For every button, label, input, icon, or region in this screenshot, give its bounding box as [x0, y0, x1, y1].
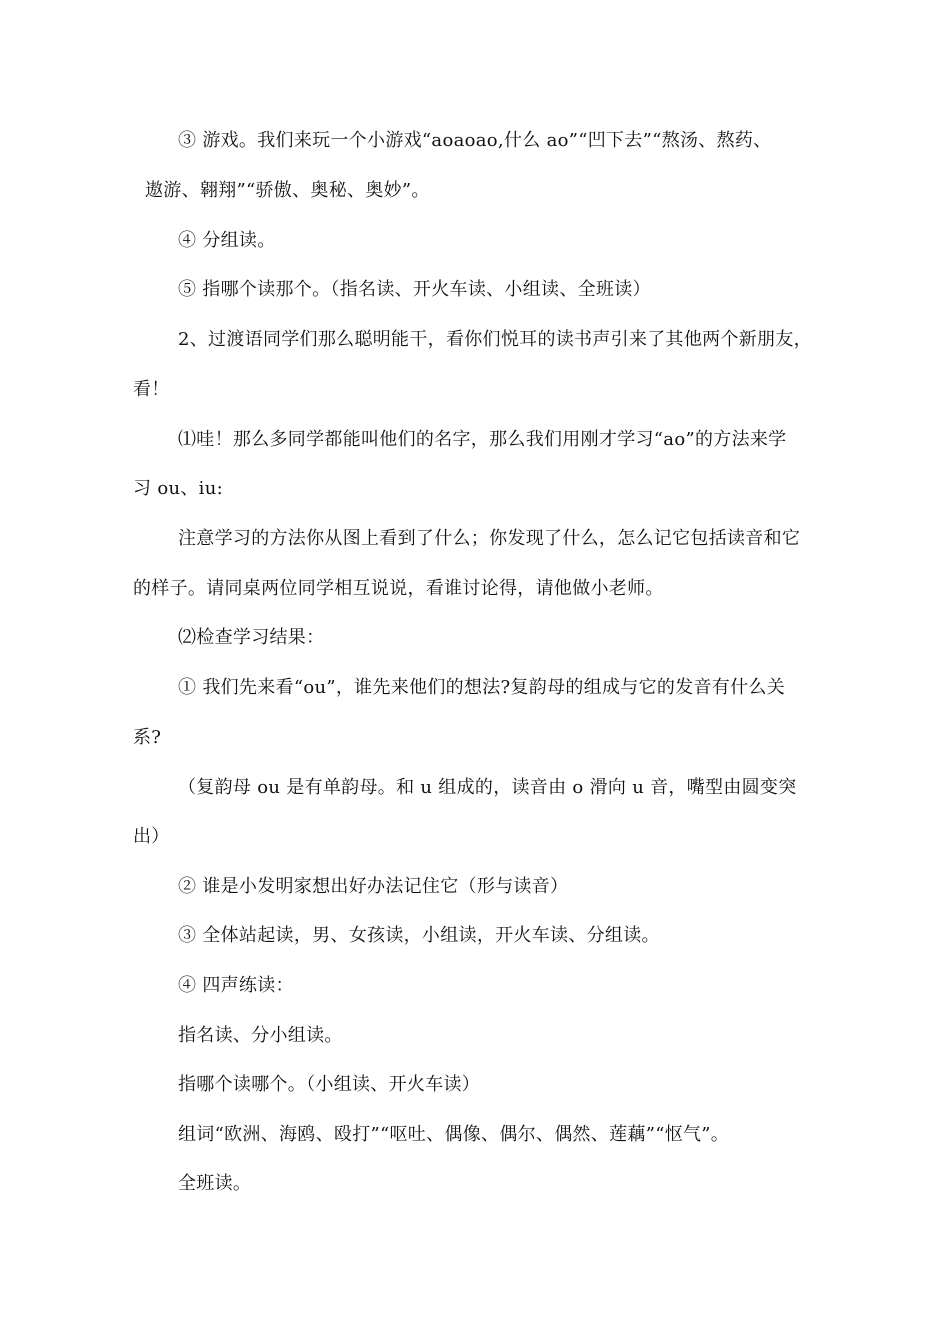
text-line-class-read: 全班读。	[178, 1173, 252, 1194]
text-line-point-read: ⑤ 指哪个读那个。（指名读、开火车读、小组读、全班读）	[178, 279, 651, 300]
text-line-game: ③ 游戏。我们来玩一个小游戏“aoaoao,什么 ao”“凹下去”“熬汤、熬药、	[178, 130, 772, 151]
text-line-wow-cont: 习 ou、iu:	[133, 478, 223, 499]
text-line-ou-note: （复韵母 ou 是有单韵母。和 u 组成的，读音由 o 滑向 u 音，嘴型由圆变突	[178, 777, 797, 798]
text-line-transition-cont: 看！	[133, 379, 170, 400]
text-line-ou-note-cont: 出）	[133, 826, 170, 847]
text-line-stand-read: ③ 全体站起读，男、女孩读，小组读，开火车读、分组读。	[178, 925, 660, 946]
text-line-four-tones: ④ 四声练读：	[178, 975, 294, 996]
text-line-method-cont: 的样子。请同桌两位同学相互说说，看谁讨论得，请他做小老师。	[133, 578, 664, 599]
text-line-point-which: 指哪个读哪个。（小组读、开火车读）	[178, 1074, 481, 1095]
text-line-look-ou: ① 我们先来看“ou”，谁先来他们的想法?复韵母的组成与它的发音有什么关	[178, 677, 786, 698]
text-line-words: 组词“欧洲、海鸥、殴打”“呕吐、偶像、偶尔、偶然、莲藕”“怄气”。	[178, 1124, 730, 1145]
text-line-method: 注意学习的方法你从图上看到了什么；你发现了什么，怎么记它包括读音和它	[178, 528, 801, 549]
text-line-group-read: ④ 分组读。	[178, 230, 276, 251]
text-line-transition: 2、过渡语同学们那么聪明能干，看你们悦耳的读书声引来了其他两个新朋友，	[178, 329, 812, 350]
text-line-check: ⑵检查学习结果：	[178, 627, 325, 648]
text-line-game-cont: 遨游、翱翔”“骄傲、奥秘、奥妙”。	[145, 180, 430, 201]
text-line-wow: ⑴哇！那么多同学都能叫他们的名字，那么我们用刚才学习“ao”的方法来学	[178, 429, 787, 450]
text-line-look-ou-cont: 系?	[133, 727, 162, 748]
text-line-name-read: 指名读、分小组读。	[178, 1025, 343, 1046]
text-line-inventor: ② 谁是小发明家想出好办法记住它（形与读音）	[178, 876, 569, 897]
